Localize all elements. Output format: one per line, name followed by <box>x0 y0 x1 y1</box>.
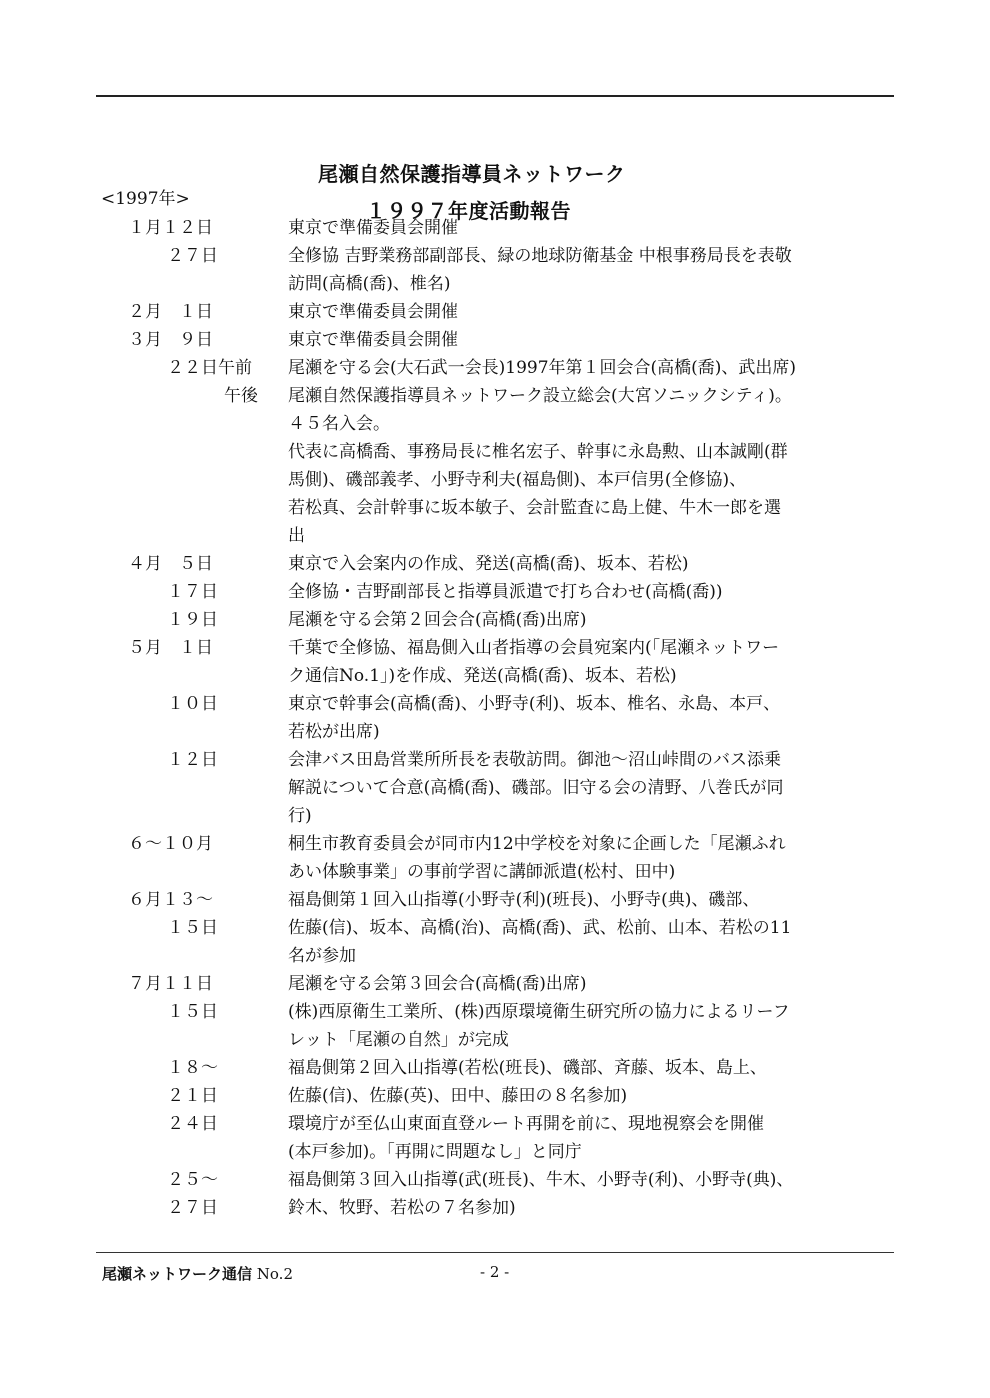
entry-text-line: 全修協 吉野業務部副部長、緑の地球防衛基金 中根事務局長を表敬 <box>288 246 792 266</box>
entry-text-line: 馬側)、磯部義孝、小野寺利夫(福島側)、本戸信男(全修協)、 <box>288 470 747 490</box>
page-number: - 2 - <box>480 1263 510 1281</box>
activity-entry <box>0 998 990 1054</box>
entry-date: １９日 <box>167 610 218 630</box>
entry-date: １５日 <box>167 1002 218 1022</box>
entry-text-line: 尾瀬を守る会(大石武一会長)1997年第１回会合(高橋(喬)、武出席) <box>288 358 797 378</box>
entry-date: ２７日 <box>167 1198 218 1218</box>
activity-entry <box>0 354 990 382</box>
footer-title <box>102 1263 293 1284</box>
entry-text-line: レット「尾瀬の自然」が完成 <box>288 1030 509 1050</box>
activity-entry <box>0 1082 990 1110</box>
activity-entry <box>0 690 990 746</box>
entry-date: １２日 <box>167 750 218 770</box>
entry-text-line: 会津バス田島営業所所長を表敬訪問。御池～沼山峠間のバス添乗 <box>288 750 781 770</box>
entry-text-line: 佐藤(信)、佐藤(英)、田中、藤田の８名参加) <box>288 1086 628 1106</box>
entry-text-line: 福島側第１回入山指導(小野寺(利)(班長)、小野寺(典)、磯部、 <box>288 890 760 910</box>
entry-text-line: ４５名入会。 <box>288 414 390 434</box>
activity-entry <box>0 1166 990 1194</box>
entry-text-line: 東京で準備委員会開催 <box>288 330 458 350</box>
entry-text-line: 福島側第３回入山指導(武(班長)、牛木、小野寺(利)、小野寺(典)、 <box>288 1170 794 1190</box>
entry-text-line: 解説について合意(高橋(喬)、磯部。旧守る会の清野、八巻氏が同 <box>288 778 784 798</box>
entry-date: ３月 ９日 <box>128 330 213 350</box>
activity-entry <box>0 550 990 578</box>
entry-date: ５月 １日 <box>128 638 213 658</box>
entry-date: ２４日 <box>167 1114 218 1134</box>
entry-text-line: 全修協・吉野副部長と指導員派遣で打ち合わせ(高橋(喬)) <box>288 582 723 602</box>
entry-text-line: 若松が出席) <box>288 722 380 742</box>
activity-entry <box>0 578 990 606</box>
footer-newsletter-name: 尾瀬ネットワーク通信 <box>102 1265 253 1283</box>
activity-entry <box>0 1110 990 1166</box>
entry-text-line: あい体験事業」の事前学習に講師派遣(松村、田中) <box>288 862 676 882</box>
entry-text-line: (株)西原衛生工業所、(株)西原環境衛生研究所の協力によるリーフ <box>288 1002 790 1022</box>
activity-entry <box>0 242 990 298</box>
footer-issue-number: No.2 <box>252 1265 293 1283</box>
entry-date: ２１日 <box>167 1086 218 1106</box>
page-title: 尾瀬自然保護指導員ネットワーク <box>318 162 626 186</box>
entry-text-line: 出 <box>288 526 305 546</box>
bottom-rule <box>96 1252 894 1253</box>
entry-text-line: 代表に高橋喬、事務局長に椎名宏子、幹事に永島勲、山本誠剛(群 <box>288 442 788 462</box>
entry-text-line: 環境庁が至仏山東面直登ルート再開を前に、現地視察会を開催 <box>288 1114 764 1134</box>
entry-date: １０日 <box>167 694 218 714</box>
entry-text-line: ク通信No.1」)を作成、発送(高橋(喬)、坂本、若松) <box>288 666 677 686</box>
activity-entry <box>0 634 990 690</box>
page-subtitle: １９９７年度活動報告 <box>366 199 571 223</box>
activity-entry <box>0 1194 990 1222</box>
entry-text-line: 名が参加 <box>288 946 356 966</box>
entry-date: １５日 <box>167 918 218 938</box>
entry-date: ２２日午前 <box>167 358 252 378</box>
entry-text-line: 行) <box>288 806 312 826</box>
entry-text-line: 尾瀬を守る会第３回会合(高橋(喬)出席) <box>288 974 587 994</box>
entry-date: ６月１３～ <box>128 890 213 910</box>
activity-entry <box>0 830 990 886</box>
entry-text-line: 桐生市教育委員会が同市内12中学校を対象に企画した「尾瀬ふれ <box>288 834 786 854</box>
activity-entry <box>0 746 990 830</box>
entry-text-line: 鈴木、牧野、若松の７名参加) <box>288 1198 516 1218</box>
activity-entry <box>0 970 990 998</box>
entry-text-line: 東京で準備委員会開催 <box>288 218 458 238</box>
entry-text-line: 東京で入会案内の作成、発送(高橋(喬)、坂本、若松) <box>288 554 689 574</box>
activity-entry <box>0 326 990 354</box>
activity-entry <box>0 914 990 970</box>
entry-text-line: 東京で準備委員会開催 <box>288 302 458 322</box>
entry-text-line: 東京で幹事会(高橋(喬)、小野寺(利)、坂本、椎名、永島、本戸、 <box>288 694 781 714</box>
entry-date: ２月 １日 <box>128 302 213 322</box>
entry-date: ６～１０月 <box>128 834 213 854</box>
entry-text-line: 若松真、会計幹事に坂本敏子、会計監査に島上健、牛木一郎を選 <box>288 498 781 518</box>
entry-text-line: 千葉で全修協、福島側入山者指導の会員宛案内(「尾瀬ネットワー <box>288 638 780 658</box>
activity-entry <box>0 606 990 634</box>
entry-date: ４月 ５日 <box>128 554 213 574</box>
entry-date: ７月１１日 <box>128 974 213 994</box>
entry-date: １８～ <box>167 1058 218 1078</box>
year-label: <1997年> <box>101 189 190 209</box>
entry-date: ２５～ <box>167 1170 218 1190</box>
entry-text-line: 訪問(高橋(喬)、椎名) <box>288 274 451 294</box>
activity-entry <box>0 382 990 550</box>
entry-date: １月１２日 <box>128 218 213 238</box>
activity-entry <box>0 886 990 914</box>
entry-text-line: 尾瀬を守る会第２回会合(高橋(喬)出席) <box>288 610 587 630</box>
top-rule <box>96 95 894 97</box>
entry-date: ２７日 <box>167 246 218 266</box>
activity-list <box>0 214 990 1222</box>
entry-date: 午後 <box>224 386 258 406</box>
entry-text-line: 福島側第２回入山指導(若松(班長)、磯部、斉藤、坂本、島上、 <box>288 1058 767 1078</box>
activity-entry <box>0 1054 990 1082</box>
entry-text-line: (本戸参加)。「再開に問題なし」と同庁 <box>288 1142 582 1162</box>
entry-text-line: 佐藤(信)、坂本、高橋(治)、高橋(喬)、武、松前、山本、若松の11 <box>288 918 792 938</box>
entry-date: １７日 <box>167 582 218 602</box>
entry-text-line: 尾瀬自然保護指導員ネットワーク設立総会(大宮ソニックシティ)。 <box>288 386 792 406</box>
activity-entry <box>0 298 990 326</box>
activity-entry <box>0 214 990 242</box>
